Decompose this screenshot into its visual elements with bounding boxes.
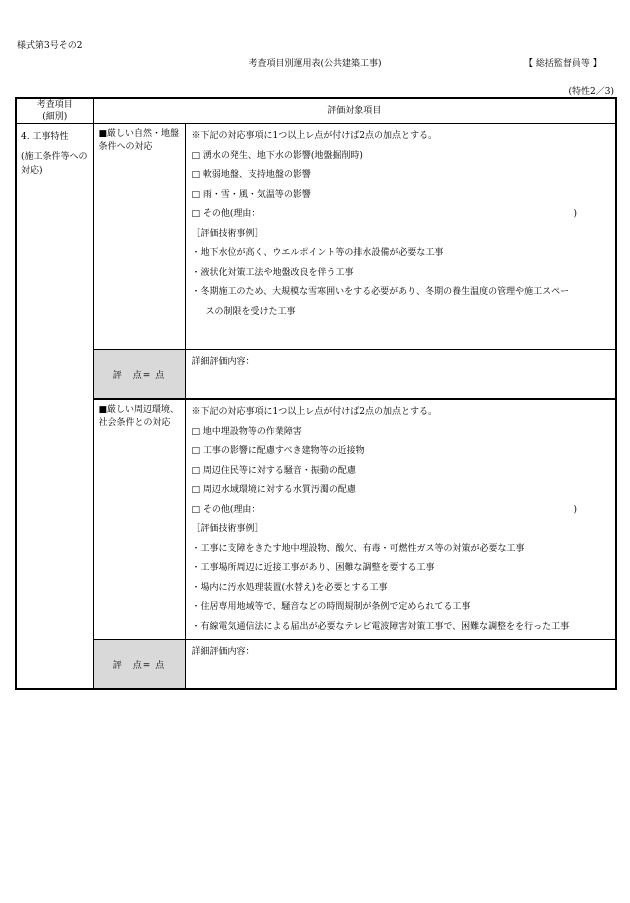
reason-close-paren: ) (573, 209, 578, 219)
section-1-checkbox-item[interactable]: □ 雨・雪・風・気温等の影響 (191, 189, 311, 200)
header-target-column (93, 98, 616, 124)
section-1-score (93, 350, 185, 400)
item-subtitle: (施工条件等への対応) (21, 152, 88, 176)
document-title: 考査項目別運用表(公共建築工事) (248, 59, 382, 69)
detail-label: 詳細評価内容： (191, 647, 255, 657)
example-item: ・住居専用地域等で、騒音などの時間規制が条例で定められてる工事 (191, 602, 471, 612)
section-2-detail[interactable] (185, 640, 616, 690)
page-indicator: (特性2／3) (568, 87, 614, 97)
header-item-label: 考査項目 (細別) (36, 100, 73, 122)
header-target-label: 評価対象項目 (327, 106, 382, 116)
section-2-checkbox-item[interactable]: □ 地中埋設物等の作業障害 (191, 426, 302, 437)
examples-heading: ［評価技術事例］ (191, 524, 264, 534)
section-2-checkbox-item[interactable]: □ 周辺住民等に対する騒音・振動の配慮 (191, 465, 356, 476)
example-item: ・工事に支障をきたす地中埋設物、酸欠、有毒・可燃性ガス等の対策が必要な工事 (191, 543, 525, 554)
example-item: ・有線電気通信法による届出が必要なテレビ電波障害対策工事で、困難な調整をを行った工事 (191, 621, 570, 632)
score-label: 評 点= 点 (112, 660, 166, 671)
example-item: ・場内に汚水処理装置(水替え)を必要とする工事 (191, 582, 388, 593)
example-item: ・工事場所周辺に近接工事があり、困難な調整を要する工事 (191, 563, 435, 573)
evaluation-table (15, 97, 617, 690)
detail-label: 詳細評価内容： (191, 357, 255, 367)
section-1-title-cell (93, 124, 185, 350)
section-2-checkbox-item[interactable]: □ 周辺水域環境に対する水質汚濁の配慮 (191, 485, 356, 495)
section-2-title-cell (93, 399, 185, 640)
section-2-criteria (185, 399, 616, 640)
example-item: ・液状化対策工法や地盤改良を伴う工事 (191, 267, 354, 278)
example-item: ・冬期施工のため、大規模な雪寒囲いをする必要があり、冬期の養生温度の管理や施工スペー (191, 287, 570, 297)
other-reason-label: □ その他(理由： (191, 504, 261, 515)
form-number: 様式第3号その2 (17, 41, 83, 51)
section-2-title: ■厳しい周辺環境、社会条件との対応 (98, 405, 180, 428)
section-1-checkbox-item[interactable]: □ 軟弱地盤、支持地盤の影響 (191, 170, 311, 180)
section-1-checkbox-item[interactable]: □ 湧水の発生、地下水の影響(地盤掘削時) (191, 150, 363, 161)
role-label: 【 総括監督員等 】 (524, 59, 602, 69)
examples-heading: ［評価技術事例］ (191, 228, 264, 239)
section-2-checkbox-other[interactable] (192, 501, 610, 521)
reason-close-paren: ) (573, 504, 578, 515)
score-label: 評 点= 点 (112, 370, 166, 381)
other-reason-label: □ その他(理由： (191, 209, 261, 219)
section-1-checkbox-other[interactable] (192, 205, 610, 225)
item-name: 4. 工事特性 (21, 132, 69, 142)
example-item: ・地下水位が高く、ウエルポイント等の排水設備が必要な工事 (191, 248, 444, 258)
section-2-score (93, 640, 185, 690)
example-item-continued: スの制限を受けた工事 (205, 306, 296, 317)
section-1-detail[interactable] (185, 350, 616, 400)
section-2-checkbox-item[interactable]: □ 工事の影響に配慮すべき建物等の近接物 (191, 446, 365, 456)
section-2-line: ※下記の対応事項に1つ以上レ点が付けば2点の加点とする。 (191, 407, 437, 417)
header-item-column (16, 98, 93, 124)
section-1-line: ※下記の対応事項に1つ以上レ点が付けば2点の加点とする。 (191, 131, 437, 141)
section-1-title: ■厳しい自然・地盤条件への対応 (98, 129, 180, 152)
section-1-criteria (185, 124, 616, 350)
item-cell (16, 124, 93, 690)
